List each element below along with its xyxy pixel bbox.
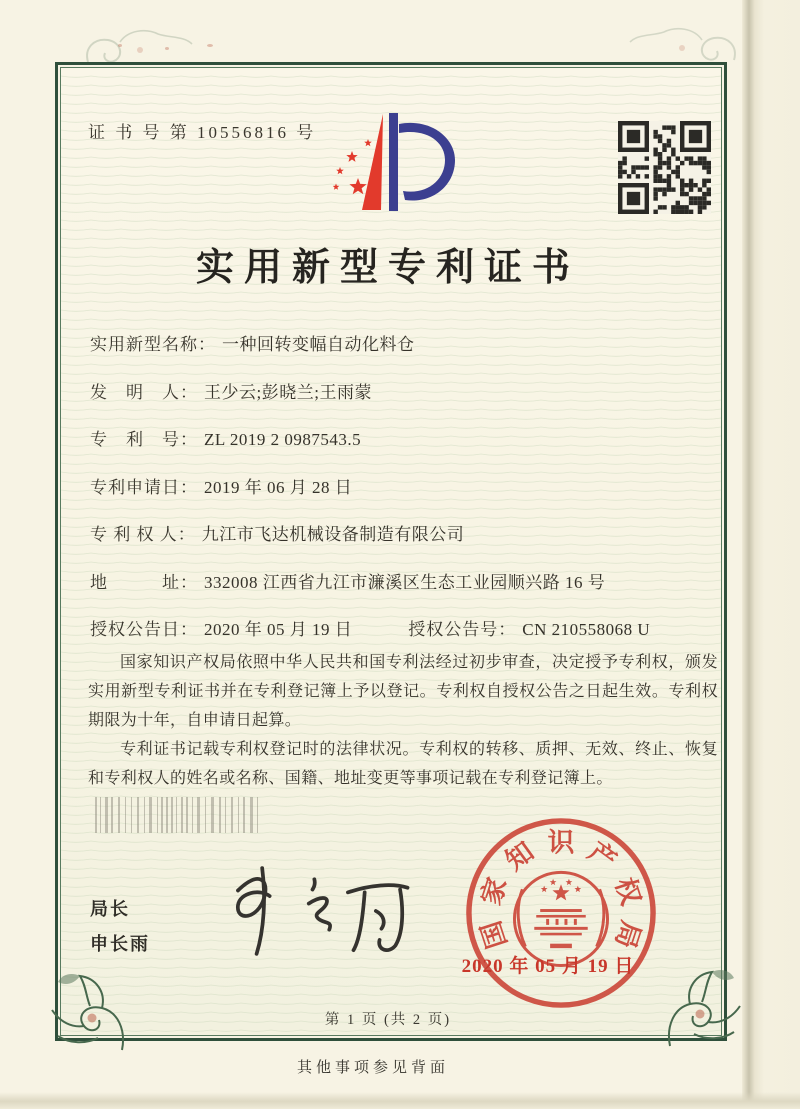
barcode — [95, 797, 263, 833]
field-value: 九江市飞达机械设备制造有限公司 — [201, 525, 465, 544]
svg-text:家: 家 — [475, 873, 513, 909]
field-label: 实用新型名称： — [90, 335, 216, 354]
scan-page-edge-right — [742, 0, 800, 1109]
legal-paragraph-2: 专利证书记载专利权登记时的法律状况。专利权的转移、质押、无效、终止、恢复和专利权人的姓名或名称、国籍、地址变更等事项记载在专利登记簿上。 — [88, 741, 718, 787]
svg-text:局: 局 — [609, 917, 647, 953]
field-row — [90, 568, 715, 616]
logo-red-spike — [362, 114, 383, 210]
back-side-note: 其他事项参见背面 — [296, 1060, 449, 1076]
field-value: 一种回转变幅自动化料仓 — [222, 335, 415, 354]
logo-p-bowl — [399, 123, 455, 201]
handwritten-signature — [210, 856, 415, 966]
field-row — [90, 520, 715, 568]
director-title: 局长 — [90, 899, 130, 919]
director-name: 申长雨 — [90, 934, 150, 954]
field-label: 地 址： — [90, 572, 198, 592]
field-value: ZL 2019 2 0987543.5 — [204, 430, 362, 449]
certificate-title: 实用新型专利证书 — [195, 247, 580, 289]
svg-text:产: 产 — [582, 836, 622, 877]
field-value: 2019 年 06 月 28 日 — [204, 477, 353, 497]
field-label: 专 利 权 人： — [90, 525, 196, 544]
ink-speck — [165, 47, 169, 50]
ink-speck — [118, 44, 122, 47]
field-label: 发 明 人： — [90, 382, 198, 402]
certificate-number: 证 书 号 第 10556816 号 — [88, 123, 317, 142]
field-label: 授权公告日： — [90, 620, 198, 639]
national-emblem-seal — [462, 814, 660, 1012]
field-row — [90, 425, 715, 473]
logo-blue-bar — [389, 113, 398, 211]
field-row — [90, 378, 715, 426]
field-row — [90, 330, 715, 378]
scan-page-edge-bottom — [0, 1092, 800, 1109]
svg-text:权: 权 — [609, 873, 647, 909]
field-label: 专利申请日： — [90, 477, 198, 497]
seal-date: 2020 年 05 月 19 日 — [461, 956, 635, 977]
ink-speck — [207, 44, 213, 47]
director-block — [90, 892, 150, 962]
page-number: 第 1 页 (共 2 页) — [324, 1012, 452, 1028]
svg-text:知: 知 — [500, 836, 540, 877]
field-label: 专 利 号： — [90, 430, 198, 449]
grant-publication-label: 授权公告号： — [408, 620, 517, 639]
svg-text:识: 识 — [547, 827, 575, 858]
svg-text:国: 国 — [475, 917, 513, 953]
fields — [90, 330, 715, 663]
logo-stars — [333, 139, 372, 194]
field-row — [90, 473, 715, 521]
field-value: 王少云;彭晓兰;王雨蒙 — [204, 382, 372, 402]
legal-paragraph-1: 国家知识产权局依照中华人民共和国专利法经过初步审查，决定授予专利权，颁发实用新型专利证书并在专利登记簿上予以登记。专利权自授权公告之日起生效。专利权期限为十年，自申请日起算。 — [88, 654, 718, 729]
qr-code — [618, 121, 711, 214]
cnipa-logo — [333, 110, 473, 220]
grant-publication-value: CN 210558068 U — [522, 620, 651, 639]
field-value: 332008 江西省九江市濂溪区生态工业园顺兴路 16 号 — [204, 572, 606, 592]
field-value: 2020 年 05 月 19 日 — [204, 620, 353, 639]
legal-text — [88, 648, 718, 793]
